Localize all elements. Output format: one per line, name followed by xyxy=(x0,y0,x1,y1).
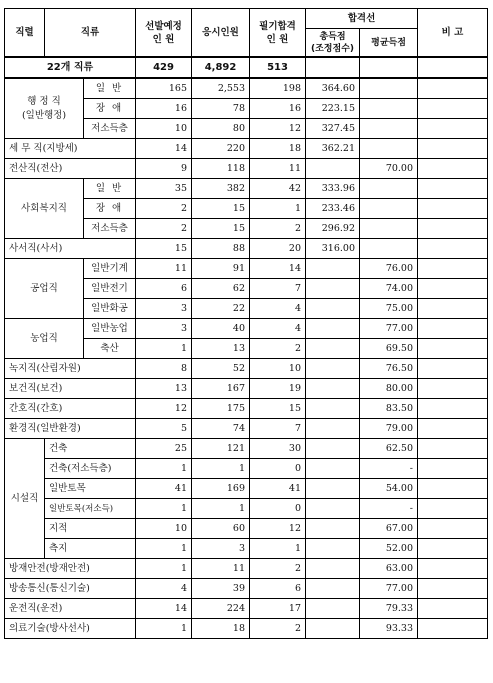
group-label: 보건직(보건) xyxy=(5,379,136,399)
table-row: 행 정 직 (일반행정) 일 반 165 2,553 198 364.60 xyxy=(5,78,488,99)
total-planned: 429 xyxy=(136,57,192,78)
series-label: 일 반 xyxy=(84,179,136,199)
table-row: 일반토목(저소득) 1 1 0 - xyxy=(5,499,488,519)
group-label: 행 정 직 (일반행정) xyxy=(5,78,84,139)
series-label: 일반토목 xyxy=(45,479,136,499)
table-row: 지적 10 60 12 67.00 xyxy=(5,519,488,539)
series-label: 건축(저소득층) xyxy=(45,459,136,479)
header-job-group: 직렬 xyxy=(5,9,45,58)
series-label: 축산 xyxy=(84,339,136,359)
table-row: 운전직(운전) 14 224 17 79.33 xyxy=(5,599,488,619)
table-row: 사서직(사서) 15 88 20 316.00 xyxy=(5,239,488,259)
series-label: 장 애 xyxy=(84,199,136,219)
series-label: 지적 xyxy=(45,519,136,539)
group-label: 전산직(전산) xyxy=(5,159,136,179)
group-label: 간호직(간호) xyxy=(5,399,136,419)
table-row: 저소득층 10 80 12 327.45 xyxy=(5,119,488,139)
total-row xyxy=(5,57,488,78)
table-row: 방송통신(통신기술) 4 39 6 77.00 xyxy=(5,579,488,599)
table-row: 장 애 2 15 1 233.46 xyxy=(5,199,488,219)
group-label: 방송통신(통신기술) xyxy=(5,579,136,599)
header-cut-avg: 평균득점 xyxy=(360,29,418,58)
group-label: 사서직(사서) xyxy=(5,239,136,259)
header-planned: 선발예정 인 원 xyxy=(136,9,192,58)
table-row: 보건직(보건) 13 167 19 80.00 xyxy=(5,379,488,399)
series-label: 저소득층 xyxy=(84,219,136,239)
header-applicants: 응시인원 xyxy=(192,9,250,58)
total-label: 22개 직류 xyxy=(5,57,136,78)
table-row: 측지 1 3 1 52.00 xyxy=(5,539,488,559)
header-passed: 필기합격 인 원 xyxy=(250,9,306,58)
table-row: 저소득층 2 15 2 296.92 xyxy=(5,219,488,239)
total-applicants: 4,892 xyxy=(192,57,250,78)
table-row: 장 애 16 78 16 223.15 xyxy=(5,99,488,119)
table-row: 의료기술(방사선사) 1 18 2 93.33 xyxy=(5,619,488,639)
header-cutline: 합격선 xyxy=(306,9,418,29)
table-row: 일반토목 41 169 41 54.00 xyxy=(5,479,488,499)
table-row: 농업직 일반농업 3 40 4 77.00 xyxy=(5,319,488,339)
exam-results-table xyxy=(4,8,488,639)
group-label: 의료기술(방사선사) xyxy=(5,619,136,639)
group-label: 사회복지직 xyxy=(5,179,84,239)
table-row: 환경직(일반환경) 5 74 7 79.00 xyxy=(5,419,488,439)
group-label: 방재안전(방재안전) xyxy=(5,559,136,579)
header-cut-total: 총득점 (조정점수) xyxy=(306,29,360,58)
series-label: 일반전기 xyxy=(84,279,136,299)
table-row: 건축(저소득층) 1 1 0 - xyxy=(5,459,488,479)
table-row: 시설직 건축 25 121 30 62.50 xyxy=(5,439,488,459)
table-row: 세 무 직(지방세) 14 220 18 362.21 xyxy=(5,139,488,159)
group-label: 세 무 직(지방세) xyxy=(5,139,136,159)
group-label: 운전직(운전) xyxy=(5,599,136,619)
group-label: 녹지직(산림자원) xyxy=(5,359,136,379)
series-label: 측지 xyxy=(45,539,136,559)
series-label: 일 반 xyxy=(84,78,136,99)
table-row: 방재안전(방재안전) 1 11 2 63.00 xyxy=(5,559,488,579)
table-row: 축산 1 13 2 69.50 xyxy=(5,339,488,359)
series-label: 일반토목(저소득) xyxy=(45,499,136,519)
series-label: 건축 xyxy=(45,439,136,459)
table-row: 사회복지직 일 반 35 382 42 333.96 xyxy=(5,179,488,199)
series-label: 저소득층 xyxy=(84,119,136,139)
series-label: 일반화공 xyxy=(84,299,136,319)
series-label: 일반농업 xyxy=(84,319,136,339)
group-label: 시설직 xyxy=(5,439,45,559)
table-row: 일반전기 6 62 7 74.00 xyxy=(5,279,488,299)
group-label: 환경직(일반환경) xyxy=(5,419,136,439)
table-row: 일반화공 3 22 4 75.00 xyxy=(5,299,488,319)
table-row: 간호직(간호) 12 175 15 83.50 xyxy=(5,399,488,419)
table-row: 공업직 일반기계 11 91 14 76.00 xyxy=(5,259,488,279)
exam-results-sheet xyxy=(4,8,487,639)
series-label: 일반기계 xyxy=(84,259,136,279)
table-row: 녹지직(산림자원) 8 52 10 76.50 xyxy=(5,359,488,379)
table-row: 전산직(전산) 9 118 11 70.00 xyxy=(5,159,488,179)
group-label: 공업직 xyxy=(5,259,84,319)
header-remarks: 비 고 xyxy=(418,9,488,58)
total-passed: 513 xyxy=(250,57,306,78)
header-job-series: 직류 xyxy=(45,9,136,58)
series-label: 장 애 xyxy=(84,99,136,119)
header-row-1 xyxy=(5,9,488,29)
group-label: 농업직 xyxy=(5,319,84,359)
